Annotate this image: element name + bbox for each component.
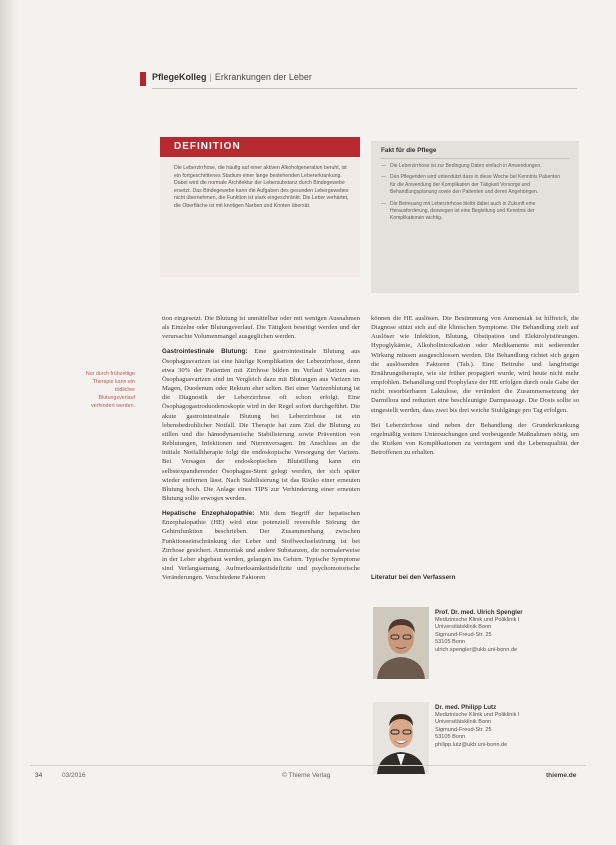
paragraph-heading: Gastrointestinale Blutung: — [162, 348, 248, 356]
paragraph — [162, 509, 360, 582]
author-email: philipp.lutz@ukb.uni-bonn.de — [435, 741, 508, 748]
header-topic: Erkrankungen der Leber — [214, 72, 312, 82]
facts-box — [371, 141, 579, 293]
author-line: Medizinische Klinik und Poliklinik I — [435, 616, 520, 623]
page-gutter-shadow — [0, 0, 18, 845]
author-card — [371, 702, 579, 774]
author-line: 53105 Bonn — [435, 734, 466, 741]
author-details — [435, 704, 575, 750]
paragraph — [162, 347, 360, 503]
literature-note: Literatur bei den Verfassern — [371, 574, 456, 581]
page-number: 34 — [35, 772, 43, 779]
margin-note: Nur durch frühzeitige Therapie kann ein tödlicher Blutungsverlauf verhindert werden. — [85, 371, 135, 409]
facts-list — [371, 163, 579, 223]
paragraph-body: Eine gastrointestinale Blutung aus Ösophagusvarizen ist eine häufige Komplikation der Leberzirrhose, denn etwa 30% der Patienten mit Zirrhose bilden im Verlauf Varizen aus. Ösophagusvarizen sind im Vergleich dazu mit Blutungen aus Varizen im Magen, Duodenum oder Rektum eher selten. Bei einer Varizenblutung ist die Diagnostik der Leberzirrhose oft schon erfolgt. Eine Ösophagogastroduodenoskopie wird in der Regel sofort durchgeführt. Die akute gastrointestinale Blutung bei Leberzirrhose ist ein lebensbedrohlicher Notfall. Die Therapie hat zum Ziel die Blutung zu stillen und die hämodynamische Stabilisierung sowie Prävention von Reblutungen, Infektionen und Nierenversagen. Im Anschluss an die initiale Notfalltherapie folgt die endoskopische Versorgung der Varizen. Bei Versagen der endoskopischen Blutstillung kann ein selbstexpandierender Ösophagus-Stent gelegt werden, der sich später wieder entfernen lässt. Nach Stabilisierung ist das Risiko einer erneuten Blutung hoch. Die Anlage eines TIPS zur Verhinderung einer erneuten Blutung sollte erwogen werden. — [162, 348, 360, 502]
facts-item: — Die Leberzirrhose ist zur Bedingung Daten einfach in Anwendungen. — [381, 163, 567, 170]
author-line: Sigmund-Freud-Str. 25 — [435, 726, 492, 733]
header-accent-bar — [140, 72, 146, 86]
publisher-website: thieme.de — [546, 772, 577, 779]
footer-rule — [30, 765, 586, 766]
publisher-credit: © Thieme Verlag — [282, 772, 331, 779]
paragraph: können die HE auslösen. Die Bestimmung von Ammoniak ist hilfreich, die Diagnose stützt sich auf die klinischen Symptome. Die Behandlung zielt auf Auslöser wie Infektion, Blutung, Obstipation und Elektrolytstörungen. Hypoglykämie, Alkoholintoxikation oder Medikamente mit sedierender Wirkung müssen ausgeschlossen werden. Die Behandlung richtet sich gegen die auslösenden Faktoren (Tab.). Eine Bettruhe und langfristige Ernährungstherapie, wie sie früher propagiert wurde, wird heute nicht mehr empfohlen. Behandlung und Prophylaxe der HE erfolgen durch orale Gabe der nicht resorbierbaren Laktulose, die verändert die Zusammensetzung der Darmflora und reduziert eine beschleunigte Darmpassage. Die Dosis sollte so eingestellt werden, dass zwei bis drei weiche Stuhlgänge pro Tag erfolgen. — [371, 315, 579, 414]
section-name: PflegeKolleg — [152, 72, 207, 82]
author-email: ulrich.spengler@ukb.uni-bonn.de — [435, 646, 518, 653]
author-photo — [373, 607, 429, 679]
text-column-left — [162, 314, 360, 588]
author-line: Sigmund-Freud-Str. 25 — [435, 631, 492, 638]
author-card — [371, 607, 579, 679]
author-line: Medizinische Klinik und Poliklinik I — [435, 711, 520, 718]
facts-item: — Die Betreuung mit Leberzirrhose bleibt dabei auch in Zukunft eine Herausforderung, deswegen ist eine Begleitung und Kenntnis der Komplikationen wichtig. — [381, 201, 567, 223]
author-name: Prof. Dr. med. Ulrich Spengler — [435, 609, 523, 616]
author-line: Universitätsklinik Bonn — [435, 719, 492, 726]
author-details — [435, 609, 575, 655]
definition-title: DEFINITION — [160, 137, 360, 157]
author-line: Universitätsklinik Bonn — [435, 624, 492, 631]
paragraph: Bei Leberzirrhose sind neben der Behandlung der Grunderkrankung regelmäßig weitere Untersuchungen und vorbeugende Maßnahmen nötig, um die Risiken von Komplikationen zu verringern und die Lebensqualität der Betroffenen zu erhalten. — [371, 421, 579, 457]
facts-title: Fakt für die Pflege — [381, 147, 437, 154]
paragraph: tion eingesetzt. Die Blutung ist unmittelbar oder mit wenigen Ausnahmen als Einzelne oder Blutungsverlauf. Die Tätigkeit beseitigt werden und der verursachte Volumenmangel ausgeglichen werden. — [162, 315, 360, 341]
running-head — [152, 72, 312, 82]
paragraph-heading: Hepatische Enzephalopathie: — [162, 510, 255, 518]
author-line: 53105 Bonn — [435, 639, 466, 646]
issue-number: 03/2016 — [62, 772, 86, 779]
author-name: Dr. med. Philipp Lutz — [435, 704, 497, 711]
author-photo — [373, 702, 429, 774]
definition-box — [160, 137, 360, 277]
paragraph-body: Mit dem Begriff der hepatischen Enzephalopathie (HE) wird eine potenziell reversible Störung der Gehirnfunktion beschrieben. Der Zusammenhang zwischen Funktionseinschränkung der Leber und Stoffwechselstörung ist bei Zirrhose gesichert. Ammoniak und andere Substanzen, die normalerweise in der Leber abgebaut werden, gelangen ins Gehirn. Typische Symptome sind Verlangsamung, Aufmerksamkeitsdefizite und psychomotorische Veränderungen. Verschiedene Faktoren — [162, 510, 360, 582]
header-separator: | — [209, 72, 212, 82]
text-column-right — [371, 314, 579, 463]
definition-text: Die Leberzirrhose, die häufig auf einer aktiven Alkoholgeneration beruht, ist ein fortgeschrittenes Stadium einer lange bestehenden Lebererkrankung. Dabei wird die normale Architektur der Lebersubstanz durch Bindegewebe ersetzt. Das Bindegewebe kann die Aufgaben des gesunden Lebergewebes nicht übernehmen, die Funktion ist stark eingeschränkt. Die Leber verhärtet, die Oberfläche ist mit knotigen Narben und Knoten übersät. — [174, 165, 349, 209]
facts-item: — Den Pflegenden wird unterstützt dass in diese Woche bei Kenntnis Patienten für die Anwendung der Komplikation der Tätigkeit Vorsorge und Behandlungsplanung sowie den Patienten und deren Angehörigen. — [381, 174, 567, 196]
facts-divider — [381, 158, 569, 159]
header-rule — [152, 88, 577, 89]
